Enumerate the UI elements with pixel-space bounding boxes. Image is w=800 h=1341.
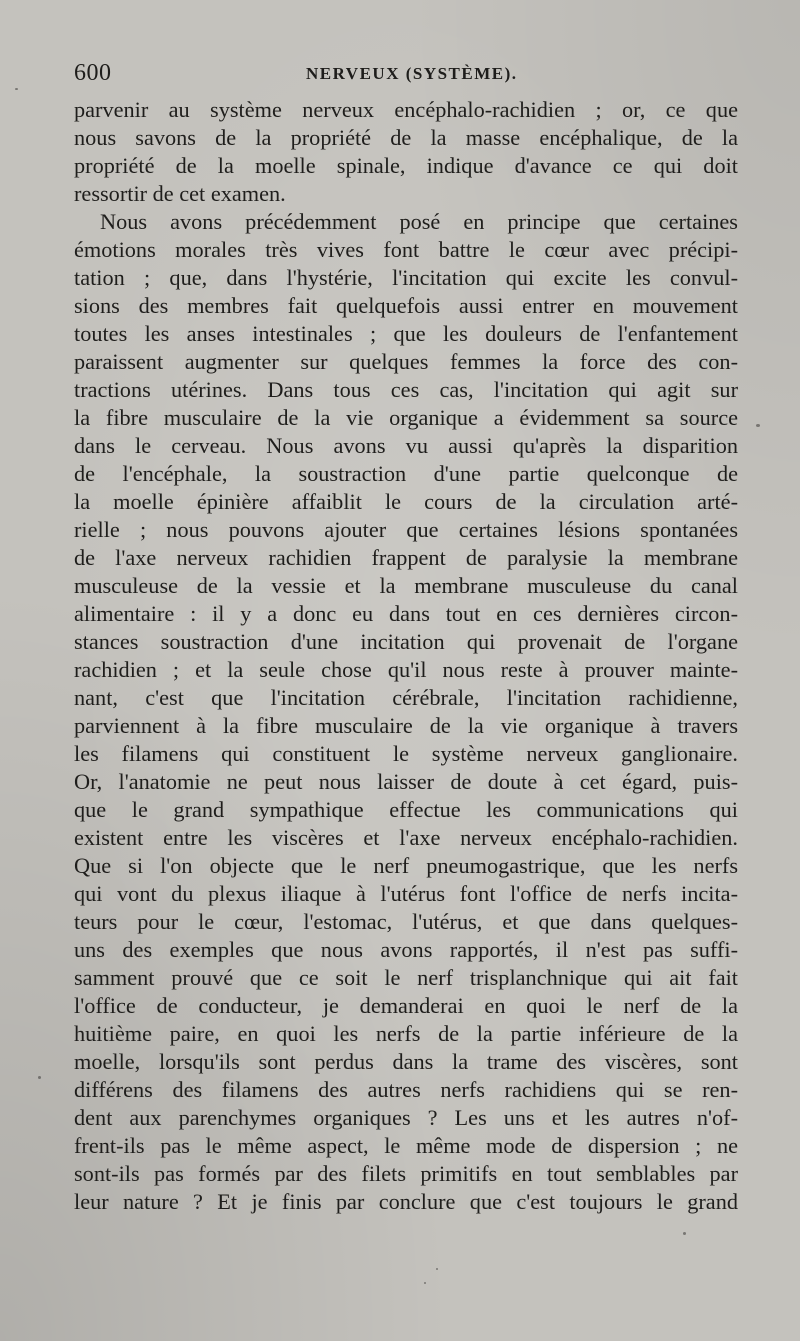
text-line: sont-ils pas formés par des filets primitifs en tout semblables par	[74, 1161, 738, 1186]
text-line: moelle, lorsqu'ils sont perdus dans la trame des viscères, sont	[74, 1049, 738, 1074]
paper-speck	[15, 88, 18, 90]
text-line: samment prouvé que ce soit le nerf trisplanchnique qui ait fait	[74, 965, 738, 990]
text-line: sions des membres fait quelquefois aussi entrer en mouvement	[74, 293, 738, 318]
paper-speck	[756, 424, 760, 427]
text-line: leur nature ? Et je finis par conclure que c'est toujours le grand	[74, 1189, 738, 1214]
text-line: parvenir au système nerveux encéphalo-rachidien ; or, ce que	[74, 97, 738, 122]
text-line: différens des filamens des autres nerfs rachidiens qui se ren-	[74, 1077, 738, 1102]
text-line: huitième paire, en quoi les nerfs de la partie inférieure de la	[74, 1021, 738, 1046]
text-line: tation ; que, dans l'hystérie, l'incitation qui excite les convul-	[74, 265, 738, 290]
paper-speck	[436, 1268, 438, 1270]
text-line: tractions utérines. Dans tous ces cas, l'incitation qui agit sur	[74, 377, 738, 402]
text-line: toutes les anses intestinales ; que les douleurs de l'enfantement	[74, 321, 738, 346]
text-line: Que si l'on objecte que le nerf pneumogastrique, que les nerfs	[74, 853, 738, 878]
text-line: ressortir de cet examen.	[74, 181, 286, 206]
text-line: frent-ils pas le même aspect, le même mode de dispersion ; ne	[74, 1133, 738, 1158]
text-line: rachidien ; et la seule chose qu'il nous reste à prouver mainte-	[74, 657, 738, 682]
text-line: qui vont du plexus iliaque à l'utérus font l'office de nerfs incita-	[74, 881, 738, 906]
text-line: de l'axe nerveux rachidien frappent de paralysie la membrane	[74, 545, 738, 570]
body-text	[74, 95, 738, 1225]
text-line: dans le cerveau. Nous avons vu aussi qu'après la disparition	[74, 433, 738, 458]
paper-speck	[38, 1076, 41, 1079]
running-title: NERVEUX (SYSTÈME).	[306, 64, 518, 83]
text-line: propriété de la moelle spinale, indique d'avance ce qui doit	[74, 153, 738, 178]
text-line: que le grand sympathique effectue les communications qui	[74, 797, 738, 822]
text-line: teurs pour le cœur, l'estomac, l'utérus, et que dans quelques-	[74, 909, 738, 934]
text-line: émotions morales très vives font battre le cœur avec précipi-	[74, 237, 738, 262]
text-line: existent entre les viscères et l'axe nerveux encéphalo-rachidien.	[74, 825, 738, 850]
text-line: parviennent à la fibre musculaire de la vie organique à travers	[74, 713, 738, 738]
text-line: alimentaire : il y a donc eu dans tout en ces dernières circon-	[74, 601, 738, 626]
text-line: Nous avons précédemment posé en principe que certaines	[100, 209, 738, 234]
text-line: nous savons de la propriété de la masse encéphalique, de la	[74, 125, 738, 150]
paper-speck	[683, 1232, 686, 1235]
text-line: de l'encéphale, la soustraction d'une partie quelconque de	[74, 461, 738, 486]
paper-speck	[424, 1282, 426, 1284]
text-line: nant, c'est que l'incitation cérébrale, l'incitation rachidienne,	[74, 685, 738, 710]
text-line: l'office de conducteur, je demanderai en quoi le nerf de la	[74, 993, 738, 1018]
text-line: paraissent augmenter sur quelques femmes la force des con-	[74, 349, 738, 374]
text-line: rielle ; nous pouvons ajouter que certaines lésions spontanées	[74, 517, 738, 542]
page-number: 600	[74, 60, 112, 86]
text-line: musculeuse de la vessie et la membrane musculeuse du canal	[74, 573, 738, 598]
text-line: les filamens qui constituent le système nerveux ganglionaire.	[74, 741, 738, 766]
text-line: uns des exemples que nous avons rapportés, il n'est pas suffi-	[74, 937, 738, 962]
text-line: la moelle épinière affaiblit le cours de la circulation arté-	[74, 489, 738, 514]
text-line: dent aux parenchymes organiques ? Les uns et les autres n'of-	[74, 1105, 738, 1130]
running-head	[74, 58, 738, 94]
text-line: stances soustraction d'une incitation qui provenait de l'organe	[74, 629, 738, 654]
text-line: Or, l'anatomie ne peut nous laisser de doute à cet égard, puis-	[74, 769, 738, 794]
text-line: la fibre musculaire de la vie organique a évidemment sa source	[74, 405, 738, 430]
